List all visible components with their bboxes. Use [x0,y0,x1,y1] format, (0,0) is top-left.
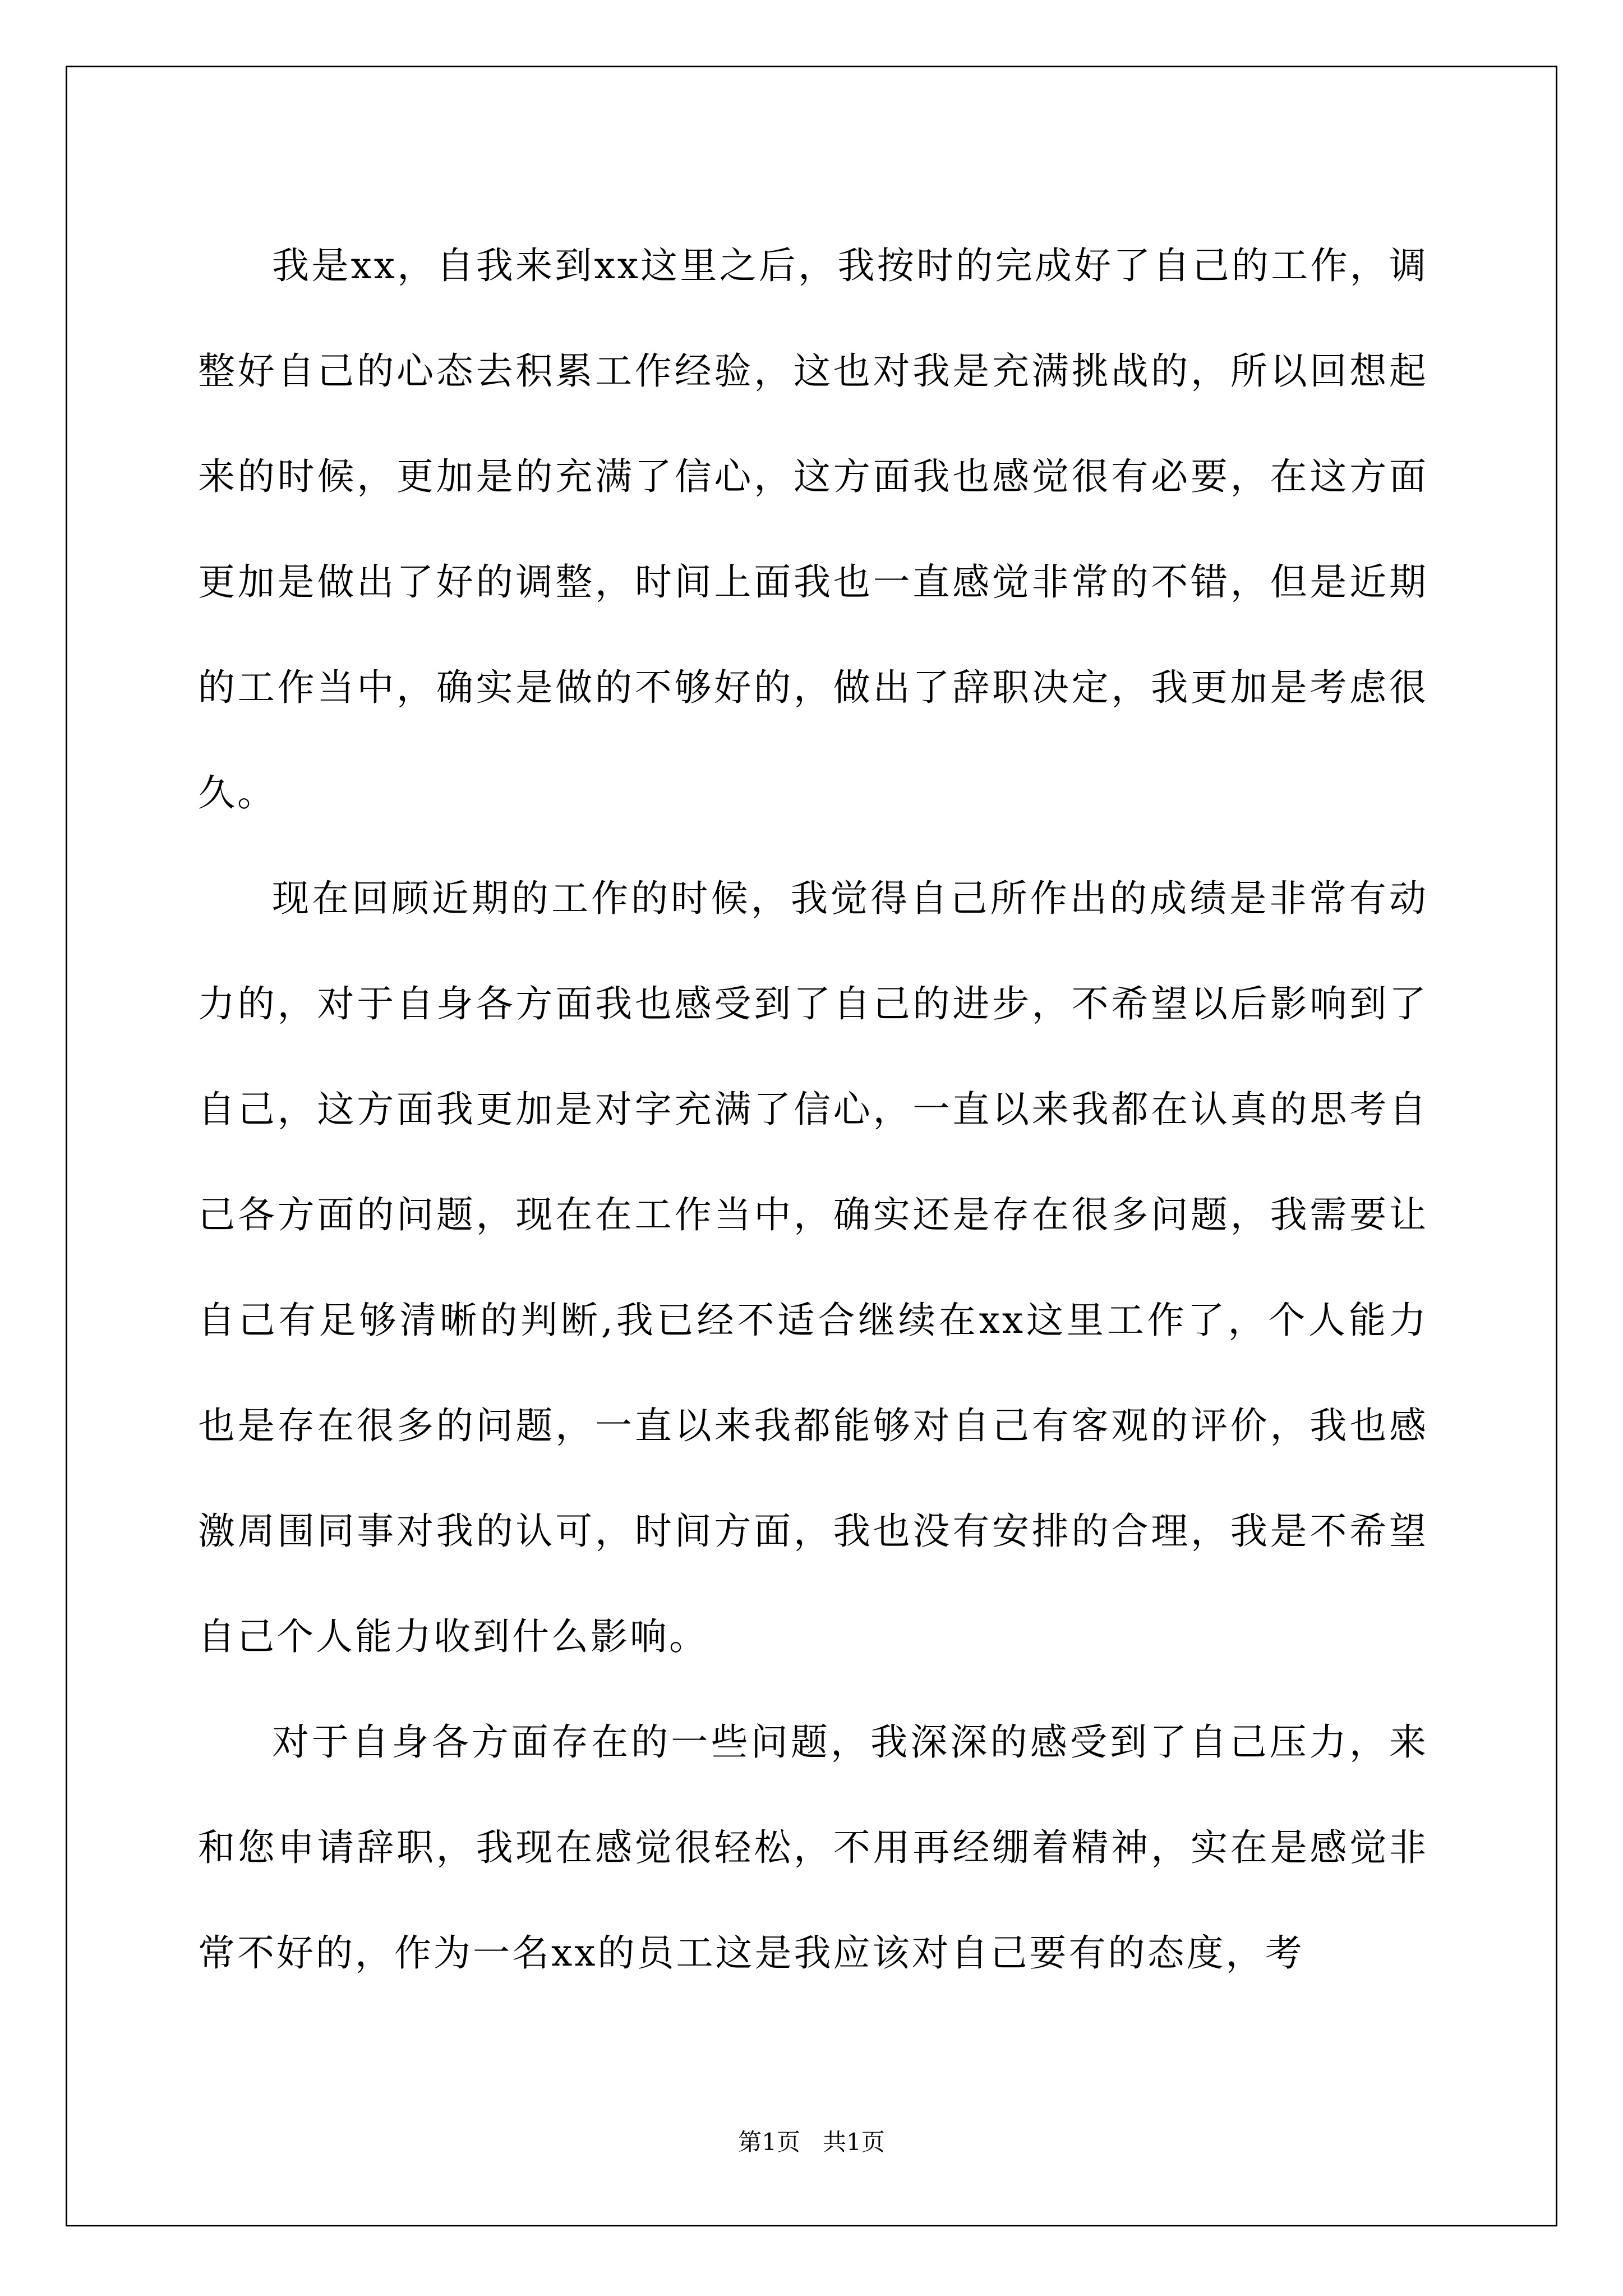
document-body [198,213,1428,2006]
paragraph-2: 现在回顾近期的工作的时候，我觉得自己所作出的成绩是非常有动力的，对于自身各方面我也感受到了自己的进步，不希望以后影响到了自己，这方面我更加是对字充满了信心，一直以来我都在认真的思考自己各方面的问题，现在在工作当中，确实还是存在很多问题，我需要让自己有足够清晰的判断,我已经不适合继续在xx这里工作了，个人能力也是存在很多的问题，一直以来我都能够对自己有客观的评价，我也感激周围同事对我的认可，时间方面，我也没有安排的合理，我是不希望自己个人能力收到什么影响。 [198,877,1428,1658]
paragraph-3: 对于自身各方面存在的一些问题，我深深的感受到了自己压力，来和您申请辞职，我现在感觉很轻松，不用再经绷着精神，实在是感觉非常不好的，作为一名xx的员工这是我应该对自己要有的态度，考 [198,1720,1428,1975]
page-footer: 第1页 共1页 [738,2128,885,2156]
paragraph-1: 我是xx，自我来到xx这里之后，我按时的完成好了自己的工作，调整好自己的心态去积累工作经验，这也对我是充满挑战的，所以回想起来的时候，更加是的充满了信心，这方面我也感觉很有必要，在这方面更加是做出了好的调整，时间上面我也一直感觉非常的不错，但是近期的工作当中，确实是做的不够好的，做出了辞职决定，我更加是考虑很久。 [198,244,1428,815]
